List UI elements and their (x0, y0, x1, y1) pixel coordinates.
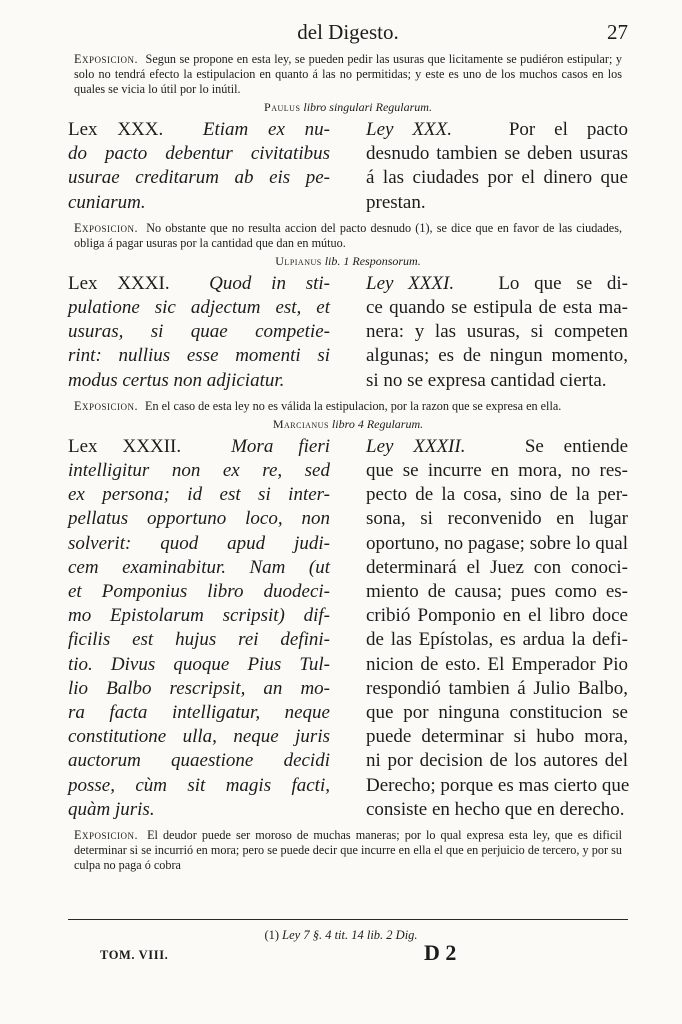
spanish-line: á las ciudades por el dinero que (366, 167, 628, 189)
spanish-line: Se entiende (524, 435, 628, 457)
exposicion-paragraph (74, 52, 622, 97)
latin-line: ra facta intelligatur, neque (68, 702, 330, 724)
spanish-line: que por ninguna constitucion se (366, 702, 628, 724)
exposicion-paragraph (74, 221, 622, 251)
law-number: Lex XXXII. (68, 435, 182, 457)
spanish-line: nicion de esto. El Emperador Pio (366, 653, 628, 675)
exposicion-text: En el caso de esta ley no es válida la estipulacion, por la razon que se expresa en ella. (145, 398, 562, 413)
source-author: Paulus (264, 100, 301, 114)
latin-column (68, 272, 330, 393)
spanish-column (366, 435, 628, 822)
spanish-line: que se incurre en mora, no res- (366, 460, 628, 482)
law-number: Ley XXXII. (366, 435, 466, 457)
latin-line: auctorum quaestione decidi (68, 750, 330, 772)
latin-line: cuniarum. (68, 191, 146, 213)
exposicion-paragraph (74, 828, 622, 873)
exposicion-paragraph (74, 399, 622, 414)
latin-line: do pacto debentur civitatibus (68, 143, 330, 165)
exposicion-label: Exposicion. (74, 828, 138, 843)
latin-column (68, 118, 330, 215)
law-number: Lex XXX. (68, 119, 164, 140)
spanish-line: desnudo tambien se deben usuras (366, 143, 628, 165)
latin-line: mo Epistolarum scripsit) dif- (68, 605, 330, 627)
latin-column (68, 435, 330, 822)
spanish-line: nera: y las usuras, si competen (366, 321, 628, 343)
spanish-line: de las Epístolas, es ardua la defi- (366, 629, 628, 651)
source-work: libro 4 Regularum. (331, 416, 424, 431)
law-31 (68, 272, 628, 393)
spanish-line: ni por decision de los autores del (366, 750, 628, 772)
latin-line: et Pomponius libro duodeci- (68, 581, 330, 603)
volume-mark: TOM. VIII. (100, 948, 169, 962)
latin-line: quàm juris. (68, 798, 155, 820)
latin-line: usurae creditarum ab eis pe- (68, 167, 330, 189)
latin-line: intelligitur non ex re, sed (68, 460, 330, 482)
running-title: del Digesto. (297, 20, 399, 44)
latin-line: Mora fieri (231, 435, 330, 457)
spanish-column (366, 118, 628, 215)
source-citation (68, 100, 628, 115)
source-citation (68, 417, 628, 432)
law-30 (68, 118, 628, 215)
spanish-line: pecto de la cosa, sino de la per- (366, 484, 628, 506)
footnote-text: Ley 7 §. 4 tit. 14 lib. 2 Dig. (282, 928, 418, 942)
spanish-line: determinará el Juez con conoci- (366, 556, 628, 578)
signature-mark: D 2 (424, 940, 457, 965)
exposicion-label: Exposicion. (74, 52, 138, 66)
latin-line: lio Balbo rescripsit, an mo- (68, 677, 330, 699)
law-32 (68, 435, 628, 822)
exposicion-text: Segun se propone en esta ley, se pueden pedir las usuras que licitamente se pudiéron estipular; y solo no tendrá efecto la estipulacion en quanto á las no permitidas; y este es uno de los muchos casos en los quales se vicia lo útil por lo inútil. (74, 52, 622, 96)
latin-line: tio. Divus quoque Pius Tul- (68, 653, 330, 675)
latin-line: Quod in sti- (209, 272, 331, 294)
spanish-line: puede determinar si hubo mora, (366, 726, 628, 748)
footnote-rule (68, 919, 628, 920)
page-header (68, 18, 628, 52)
footnote-marker: (1) (264, 928, 280, 942)
footnote (0, 928, 682, 943)
spanish-line: si no se expresa cantidad cierta. (366, 369, 607, 391)
law-number: Ley XXXI. (366, 272, 455, 294)
page-number: 27 (607, 20, 628, 44)
spanish-line: Por el pacto (508, 119, 628, 140)
source-author: Ulpianus (275, 253, 322, 268)
spanish-line: prestan. (366, 191, 426, 213)
latin-line: usuras, si quae competie- (68, 321, 330, 343)
source-author: Marcianus (272, 416, 329, 431)
latin-line: modus certus non adjiciatur. (68, 369, 285, 391)
exposicion-label: Exposicion. (74, 220, 138, 235)
spanish-line: respondió tambien á Julio Balbo, (366, 677, 628, 699)
law-number: Ley XXX. (366, 119, 452, 140)
spanish-line: algunas; es de ningun momento, (366, 345, 628, 367)
spanish-line: ce quando se estipula de esta ma- (366, 297, 628, 319)
source-citation (68, 254, 628, 269)
spanish-line: consiste en hecho que en derecho. (366, 798, 625, 820)
latin-line: constitutione ulla, neque juris (68, 726, 330, 748)
latin-line: ex persona; id est si inter- (68, 484, 330, 506)
spanish-line: Lo que se di- (498, 272, 629, 294)
latin-line: Etiam ex nu- (202, 119, 331, 140)
spanish-column (366, 272, 628, 393)
latin-line: rint: nullius esse momenti si (68, 345, 330, 367)
latin-line: posse, cùm sit magis facti, (68, 774, 330, 796)
exposicion-text: El deudor puede ser moroso de muchas maneras; por lo qual expresa esta ley, que es dificil determinar si se incurrió en mora; pero se puede decir que incurre en ella el que en perjuicio de tercero, y por su culpa no paga ó cobra (74, 828, 622, 873)
latin-line: solverit: quod apud judi- (68, 532, 330, 554)
spanish-line: cribió Pomponio en el libro doce (366, 605, 628, 627)
spanish-line: Derecho; porque es mas cierto que (366, 774, 630, 796)
spanish-line: miento de causa; pues como es- (366, 581, 628, 603)
spanish-line: sona, si reconvenido en lugar (366, 508, 628, 530)
latin-line: pellatus opportuno loco, non (68, 508, 330, 530)
source-work: libro singulari Regularum. (303, 100, 432, 114)
exposicion-text: No obstante que no resulta accion del pacto desnudo (1), se dice que en favor de las ciudades, obliga á pagar usuras por la cantidad que dan en mútuo. (74, 220, 622, 250)
exposicion-label: Exposicion. (74, 398, 138, 413)
spanish-line: oportuno, no pagase; sobre lo qual (366, 532, 628, 554)
law-number: Lex XXXI. (68, 272, 170, 294)
latin-line: cem examinabitur. Nam (ut (68, 556, 330, 578)
latin-line: ficilis est hujus rei defini- (68, 629, 330, 651)
page (68, 18, 628, 873)
latin-line: pulatione sic adjectum est, et (68, 297, 330, 319)
source-work: lib. 1 Responsorum. (324, 253, 421, 268)
